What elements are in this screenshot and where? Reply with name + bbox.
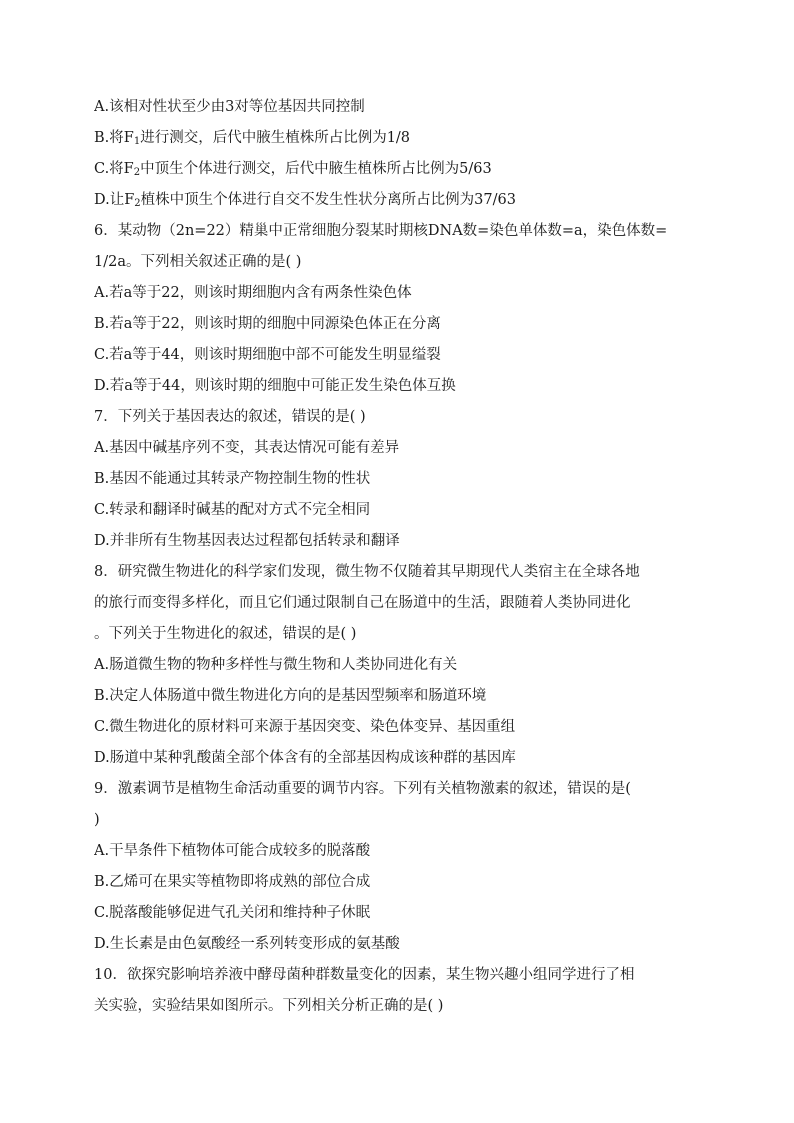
q7-stem: 7．下列关于基因表达的叙述，错误的是( ) bbox=[94, 409, 366, 425]
q5-option-d-text: 植株中顶生个体进行自交不发生性状分离所占比例为37/63 bbox=[140, 192, 516, 208]
q8-option-d: D.肠道中某种乳酸菌全部个体含有的全部基因构成该种群的基因库 bbox=[94, 750, 516, 766]
q6-stem-line-2: 1/2a。下列相关叙述正确的是( ) bbox=[94, 254, 302, 270]
q9-option-d: D.生长素是由色氨酸经一系列转变形成的氨基酸 bbox=[94, 936, 400, 952]
q5-option-b-subscript: 1 bbox=[133, 136, 141, 147]
q5-option-b bbox=[94, 123, 706, 154]
q7-option-c: C.转录和翻译时碱基的配对方式不完全相同 bbox=[94, 502, 371, 518]
document-page bbox=[94, 92, 706, 1022]
q7-option-b: B.基因不能通过其转录产物控制生物的性状 bbox=[94, 471, 371, 487]
q6-stem-line-1: 6．某动物（2n=22）精巢中正常细胞分裂某时期核DNA数=染色单体数=a，染色体数= bbox=[94, 223, 668, 239]
q5-option-d-subscript: 2 bbox=[134, 198, 141, 209]
q9-option-a: A.干旱条件下植物体可能合成较多的脱落酸 bbox=[94, 843, 371, 859]
q9-option-b: B.乙烯可在果实等植物即将成熟的部位合成 bbox=[94, 874, 371, 890]
q6-option-a: A.若a等于22，则该时期细胞内含有两条性染色体 bbox=[94, 285, 412, 301]
q6-option-c: C.若a等于44，则该时期细胞中部不可能发生明显缢裂 bbox=[94, 347, 441, 363]
q8-stem-line-2: 的旅行而变得多样化，而且它们通过限制自己在肠道中的生活，跟随着人类协同进化 bbox=[94, 595, 631, 611]
q9-option-c: C.脱落酸能够促进气孔关闭和维持种子休眠 bbox=[94, 905, 371, 921]
q9-stem-line-2: ) bbox=[94, 812, 100, 828]
q5-option-b-prefix: B.将F bbox=[94, 130, 134, 146]
q5-option-d-prefix: D.让F bbox=[94, 192, 135, 208]
q6-option-b: B.若a等于22，则该时期的细胞中同源染色体正在分离 bbox=[94, 316, 441, 332]
q5-option-c-prefix: C.将F bbox=[94, 161, 134, 177]
q8-stem-line-1: 8．研究微生物进化的科学家们发现，微生物不仅随着其早期现代人类宿主在全球各地 bbox=[94, 564, 640, 580]
q5-option-d bbox=[94, 185, 706, 216]
q5-option-b-text: 进行测交，后代中腋生植株所占比例为1/8 bbox=[140, 130, 411, 146]
q9-stem-line-1: 9．激素调节是植物生命活动重要的调节内容。下列有关植物激素的叙述，错误的是( bbox=[94, 781, 631, 797]
q8-option-a: A.肠道微生物的物种多样性与微生物和人类协同进化有关 bbox=[94, 657, 458, 673]
q5-option-c-text: 中顶生个体进行测交，后代中腋生植株所占比例为5/63 bbox=[140, 161, 492, 177]
q6-option-d: D.若a等于44，则该时期的细胞中可能正发生染色体互换 bbox=[94, 378, 456, 394]
q5-option-c-subscript: 2 bbox=[133, 167, 141, 178]
q8-option-c: C.微生物进化的原材料可来源于基因突变、染色体变异、基因重组 bbox=[94, 719, 516, 735]
q7-option-a: A.基因中碱基序列不变，其表达情况可能有差异 bbox=[94, 440, 400, 456]
q10-stem-line-2: 关实验，实验结果如图所示。下列相关分析正确的是( ) bbox=[94, 998, 444, 1014]
q7-option-d: D.并非所有生物基因表达过程都包括转录和翻译 bbox=[94, 533, 400, 549]
q5-option-c bbox=[94, 154, 706, 185]
q10-stem-line-1: 10．欲探究影响培养液中酵母菌种群数量变化的因素，某生物兴趣小组同学进行了相 bbox=[94, 967, 635, 983]
q5-option-a: A.该相对性状至少由3对等位基因共同控制 bbox=[94, 99, 365, 115]
q8-stem-line-3: 。下列关于生物进化的叙述，错误的是( ) bbox=[94, 626, 357, 642]
q8-option-b: B.决定人体肠道中微生物进化方向的是基因型频率和肠道环境 bbox=[94, 688, 487, 704]
